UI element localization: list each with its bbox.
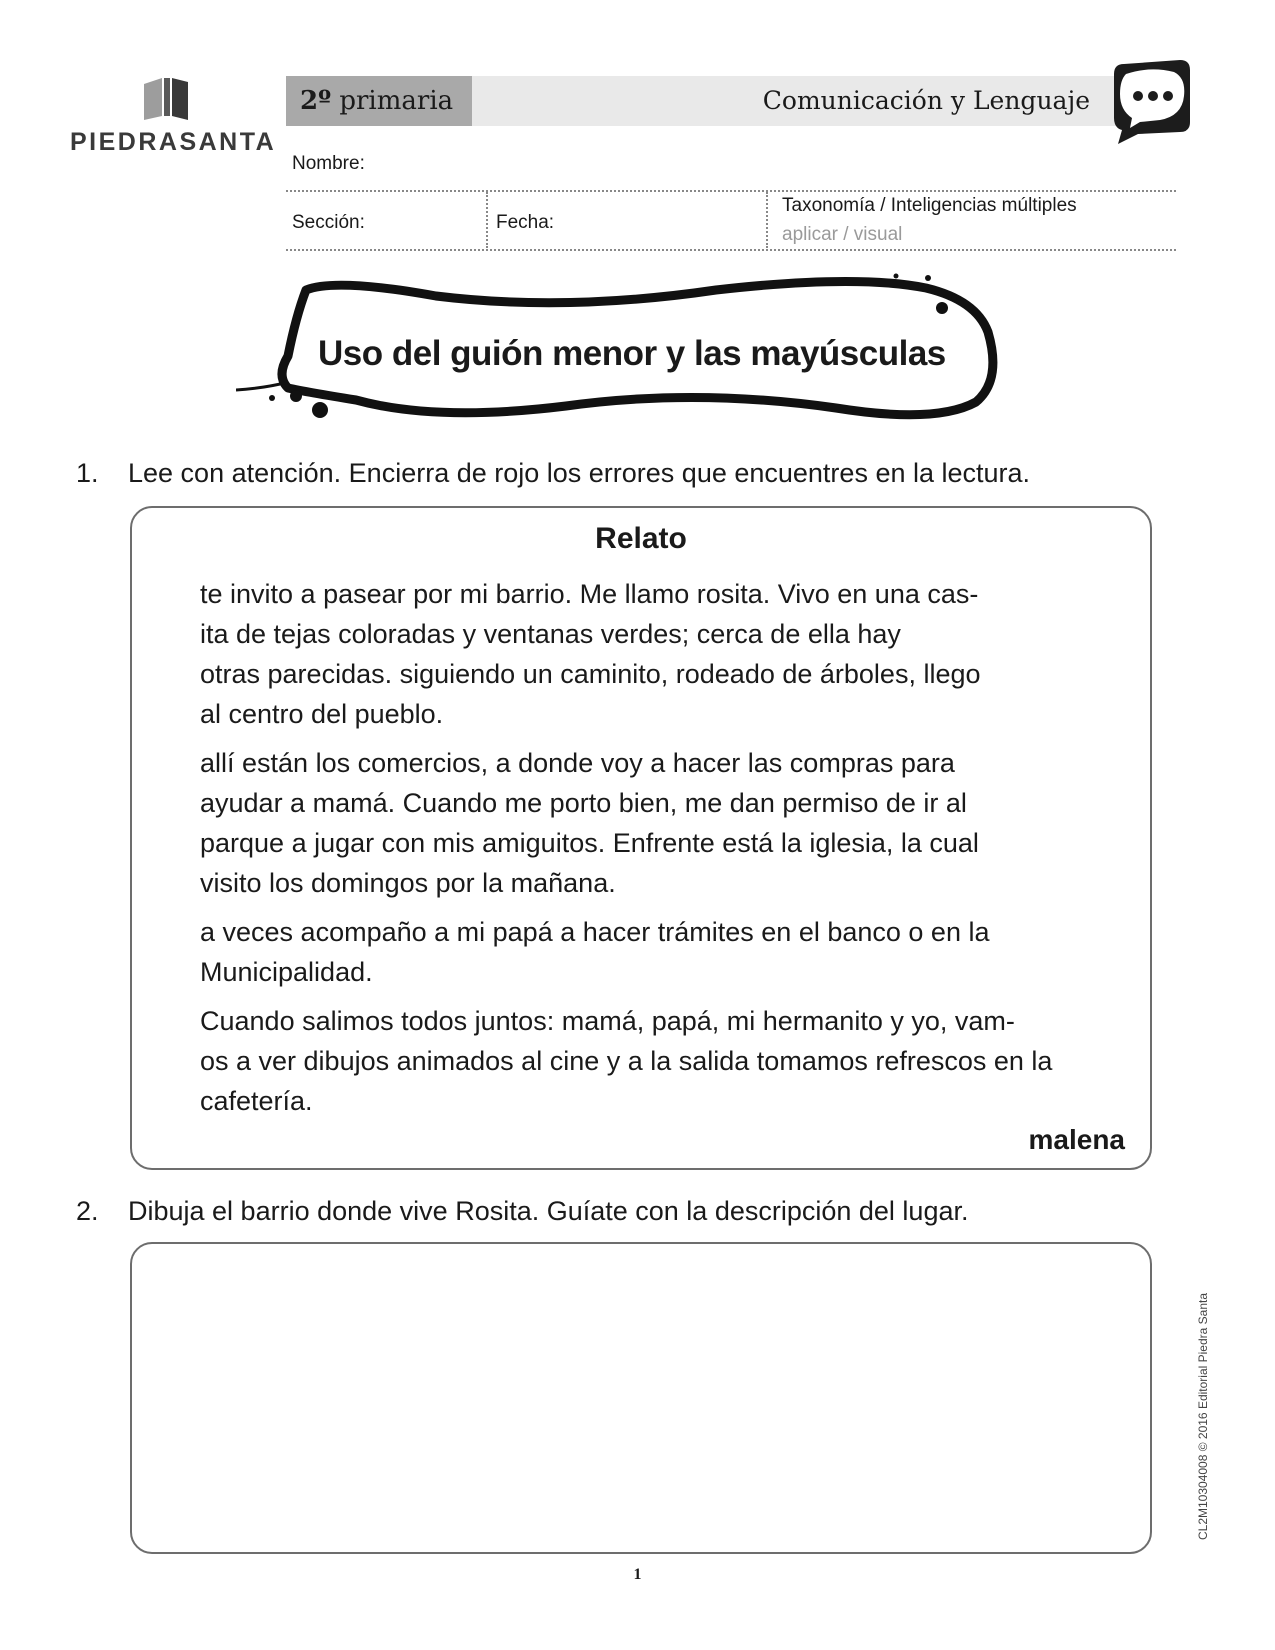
name-label: Nombre: xyxy=(292,153,365,174)
copyright-text: CL2M10304008 © 2016 Editorial Piedra Santa xyxy=(1196,1292,1210,1540)
story-line: otras parecidas. siguiendo un caminito, rodeado de árboles, llego xyxy=(200,659,981,689)
page-number: 1 xyxy=(633,1566,642,1583)
copyright-note xyxy=(1196,1270,1216,1540)
story-line: visito los domingos por la mañana. xyxy=(200,868,616,898)
story-paragraph xyxy=(200,574,1120,734)
publisher-logo xyxy=(70,72,277,162)
grade-suffix: primaria xyxy=(339,86,454,116)
divider xyxy=(766,192,768,248)
story-text xyxy=(200,574,1120,1130)
divider xyxy=(286,249,1176,251)
drawing-area[interactable] xyxy=(130,1242,1152,1554)
story-line: cafetería. xyxy=(200,1086,313,1116)
story-line: os a ver dibujos animados al cine y a la salida tomamos refrescos en la xyxy=(200,1046,1053,1076)
book-icon xyxy=(140,76,192,122)
grade-number: 2º xyxy=(300,86,332,116)
story-author: malena xyxy=(1028,1124,1125,1155)
taxonomy-value: aplicar / visual xyxy=(782,224,903,245)
page-title: Uso del guión menor y las mayúsculas xyxy=(318,334,946,373)
story-line: Cuando salimos todos juntos: mamá, papá, mi hermanito y yo, vam- xyxy=(200,1006,1015,1036)
story-line: al centro del pueblo. xyxy=(200,699,444,729)
question-text: Lee con atención. Encierra de rojo los errores que encuentres en la lectura. xyxy=(128,458,1031,488)
question-text: Dibuja el barrio donde vive Rosita. Guíate con la descripción del lugar. xyxy=(128,1196,969,1226)
story-line: allí están los comercios, a donde voy a hacer las compras para xyxy=(200,748,955,778)
divider xyxy=(486,192,488,248)
story-paragraph xyxy=(200,743,1120,903)
date-label: Fecha: xyxy=(496,212,555,233)
story-line: ayudar a mamá. Cuando me porto bien, me dan permiso de ir al xyxy=(200,788,967,818)
subject-label: Comunicación y Lenguaje xyxy=(472,76,1120,126)
story-line: ita de tejas coloradas y ventanas verdes; cerca de ella hay xyxy=(200,619,901,649)
speech-bubble-icon xyxy=(1110,58,1192,146)
story-line: a veces acompaño a mi papá a hacer trámites en el banco o en la xyxy=(200,917,990,947)
story-line: te invito a pasear por mi barrio. Me llamo rosita. Vivo en una cas- xyxy=(200,579,979,609)
question-number: 2. xyxy=(76,1196,99,1226)
story-paragraph xyxy=(200,912,1120,992)
story-title: Relato xyxy=(595,522,687,555)
story-line: Municipalidad. xyxy=(200,957,373,987)
taxonomy-label: Taxonomía / Inteligencias múltiples xyxy=(782,195,1077,216)
story-paragraph xyxy=(200,1001,1120,1121)
logo-wordmark: PIEDRASANTA xyxy=(70,128,277,156)
story-line: parque a jugar con mis amiguitos. Enfrente está la iglesia, la cual xyxy=(200,828,979,858)
section-label: Sección: xyxy=(292,212,365,233)
question-number: 1. xyxy=(76,458,99,488)
grade-label xyxy=(286,76,472,126)
divider xyxy=(286,190,1176,192)
